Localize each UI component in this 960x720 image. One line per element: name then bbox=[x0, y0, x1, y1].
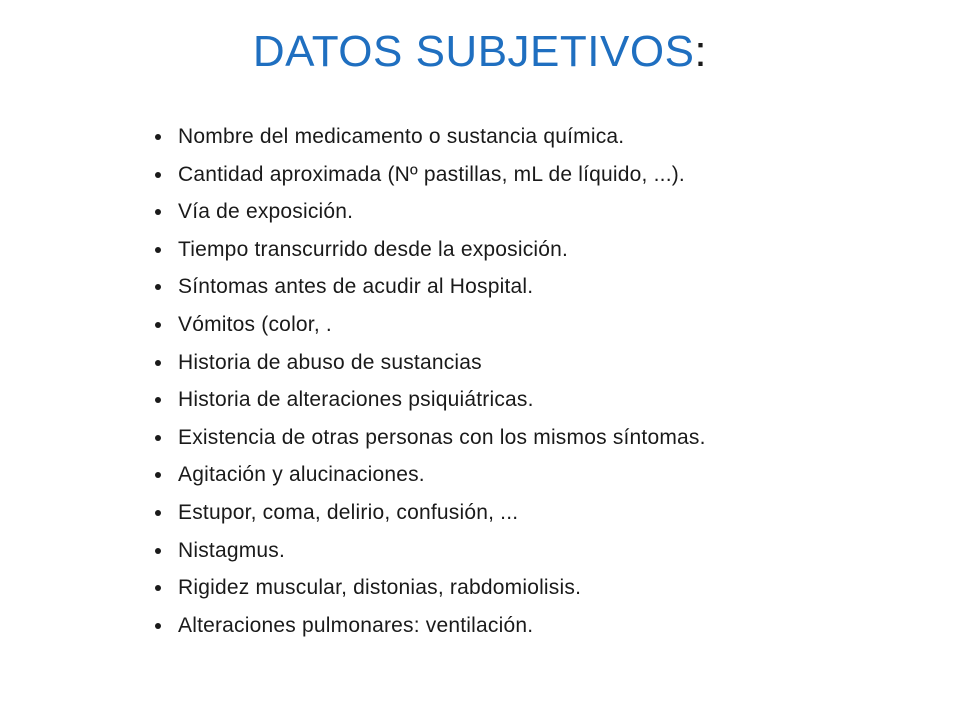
bullet-dot-icon bbox=[155, 397, 161, 403]
bullet-dot-icon bbox=[155, 134, 161, 140]
list-item-text: Síntomas antes de acudir al Hospital. bbox=[178, 275, 534, 299]
list-item bbox=[155, 458, 915, 496]
bullet-dot-icon bbox=[155, 623, 161, 629]
bullet-dot-icon bbox=[155, 435, 161, 441]
list-item bbox=[155, 346, 915, 384]
list-item-text: Cantidad aproximada (Nº pastillas, mL de líquido, ...). bbox=[178, 162, 685, 186]
bullet-dot-icon bbox=[155, 585, 161, 591]
bullet-dot-icon bbox=[155, 247, 161, 253]
list-item-text: Nombre del medicamento o sustancia química. bbox=[178, 125, 625, 148]
list-item-text: Existencia de otras personas con los mismos síntomas. bbox=[178, 425, 706, 449]
bullet-dot-icon bbox=[155, 360, 161, 366]
list-item-text: Agitación y alucinaciones. bbox=[178, 463, 425, 487]
list-item bbox=[155, 270, 915, 308]
slide-title-colon: : bbox=[694, 27, 708, 76]
list-item bbox=[155, 233, 915, 271]
list-item bbox=[155, 609, 915, 647]
list-item bbox=[155, 308, 915, 346]
bullet-dot-icon bbox=[155, 548, 161, 554]
list-item bbox=[155, 383, 915, 421]
slide-title-text: DATOS SUBJETIVOS bbox=[252, 27, 695, 76]
list-item-text: Alteraciones pulmonares: ventilación. bbox=[178, 613, 534, 637]
bullet-dot-icon bbox=[155, 209, 161, 215]
bullet-list bbox=[155, 120, 915, 646]
list-item bbox=[155, 571, 915, 609]
list-item-text: Tiempo transcurrido desde la exposición. bbox=[178, 237, 569, 261]
list-item bbox=[155, 158, 915, 196]
slide-title bbox=[0, 22, 960, 82]
list-item-text: Estupor, coma, delirio, confusión, ... bbox=[178, 500, 519, 524]
bullet-dot-icon bbox=[155, 510, 161, 516]
bullet-dot-icon bbox=[155, 322, 161, 328]
bullet-dot-icon bbox=[155, 472, 161, 478]
list-item bbox=[155, 120, 915, 158]
list-item-text: Rigidez muscular, distonias, rabdomiolisis. bbox=[178, 576, 582, 600]
list-item bbox=[155, 534, 915, 572]
list-item-text: Historia de alteraciones psiquiátricas. bbox=[178, 388, 534, 412]
list-item-text: Vómitos (color, . bbox=[178, 312, 332, 336]
bullet-dot-icon bbox=[155, 284, 161, 290]
list-item bbox=[155, 195, 915, 233]
list-item-text: Vía de exposición. bbox=[178, 200, 354, 224]
bullet-dot-icon bbox=[155, 172, 161, 178]
list-item bbox=[155, 421, 915, 459]
list-item bbox=[155, 496, 915, 534]
list-item-text: Historia de abuso de sustancias bbox=[178, 350, 482, 374]
list-item-text: Nistagmus. bbox=[178, 538, 286, 562]
